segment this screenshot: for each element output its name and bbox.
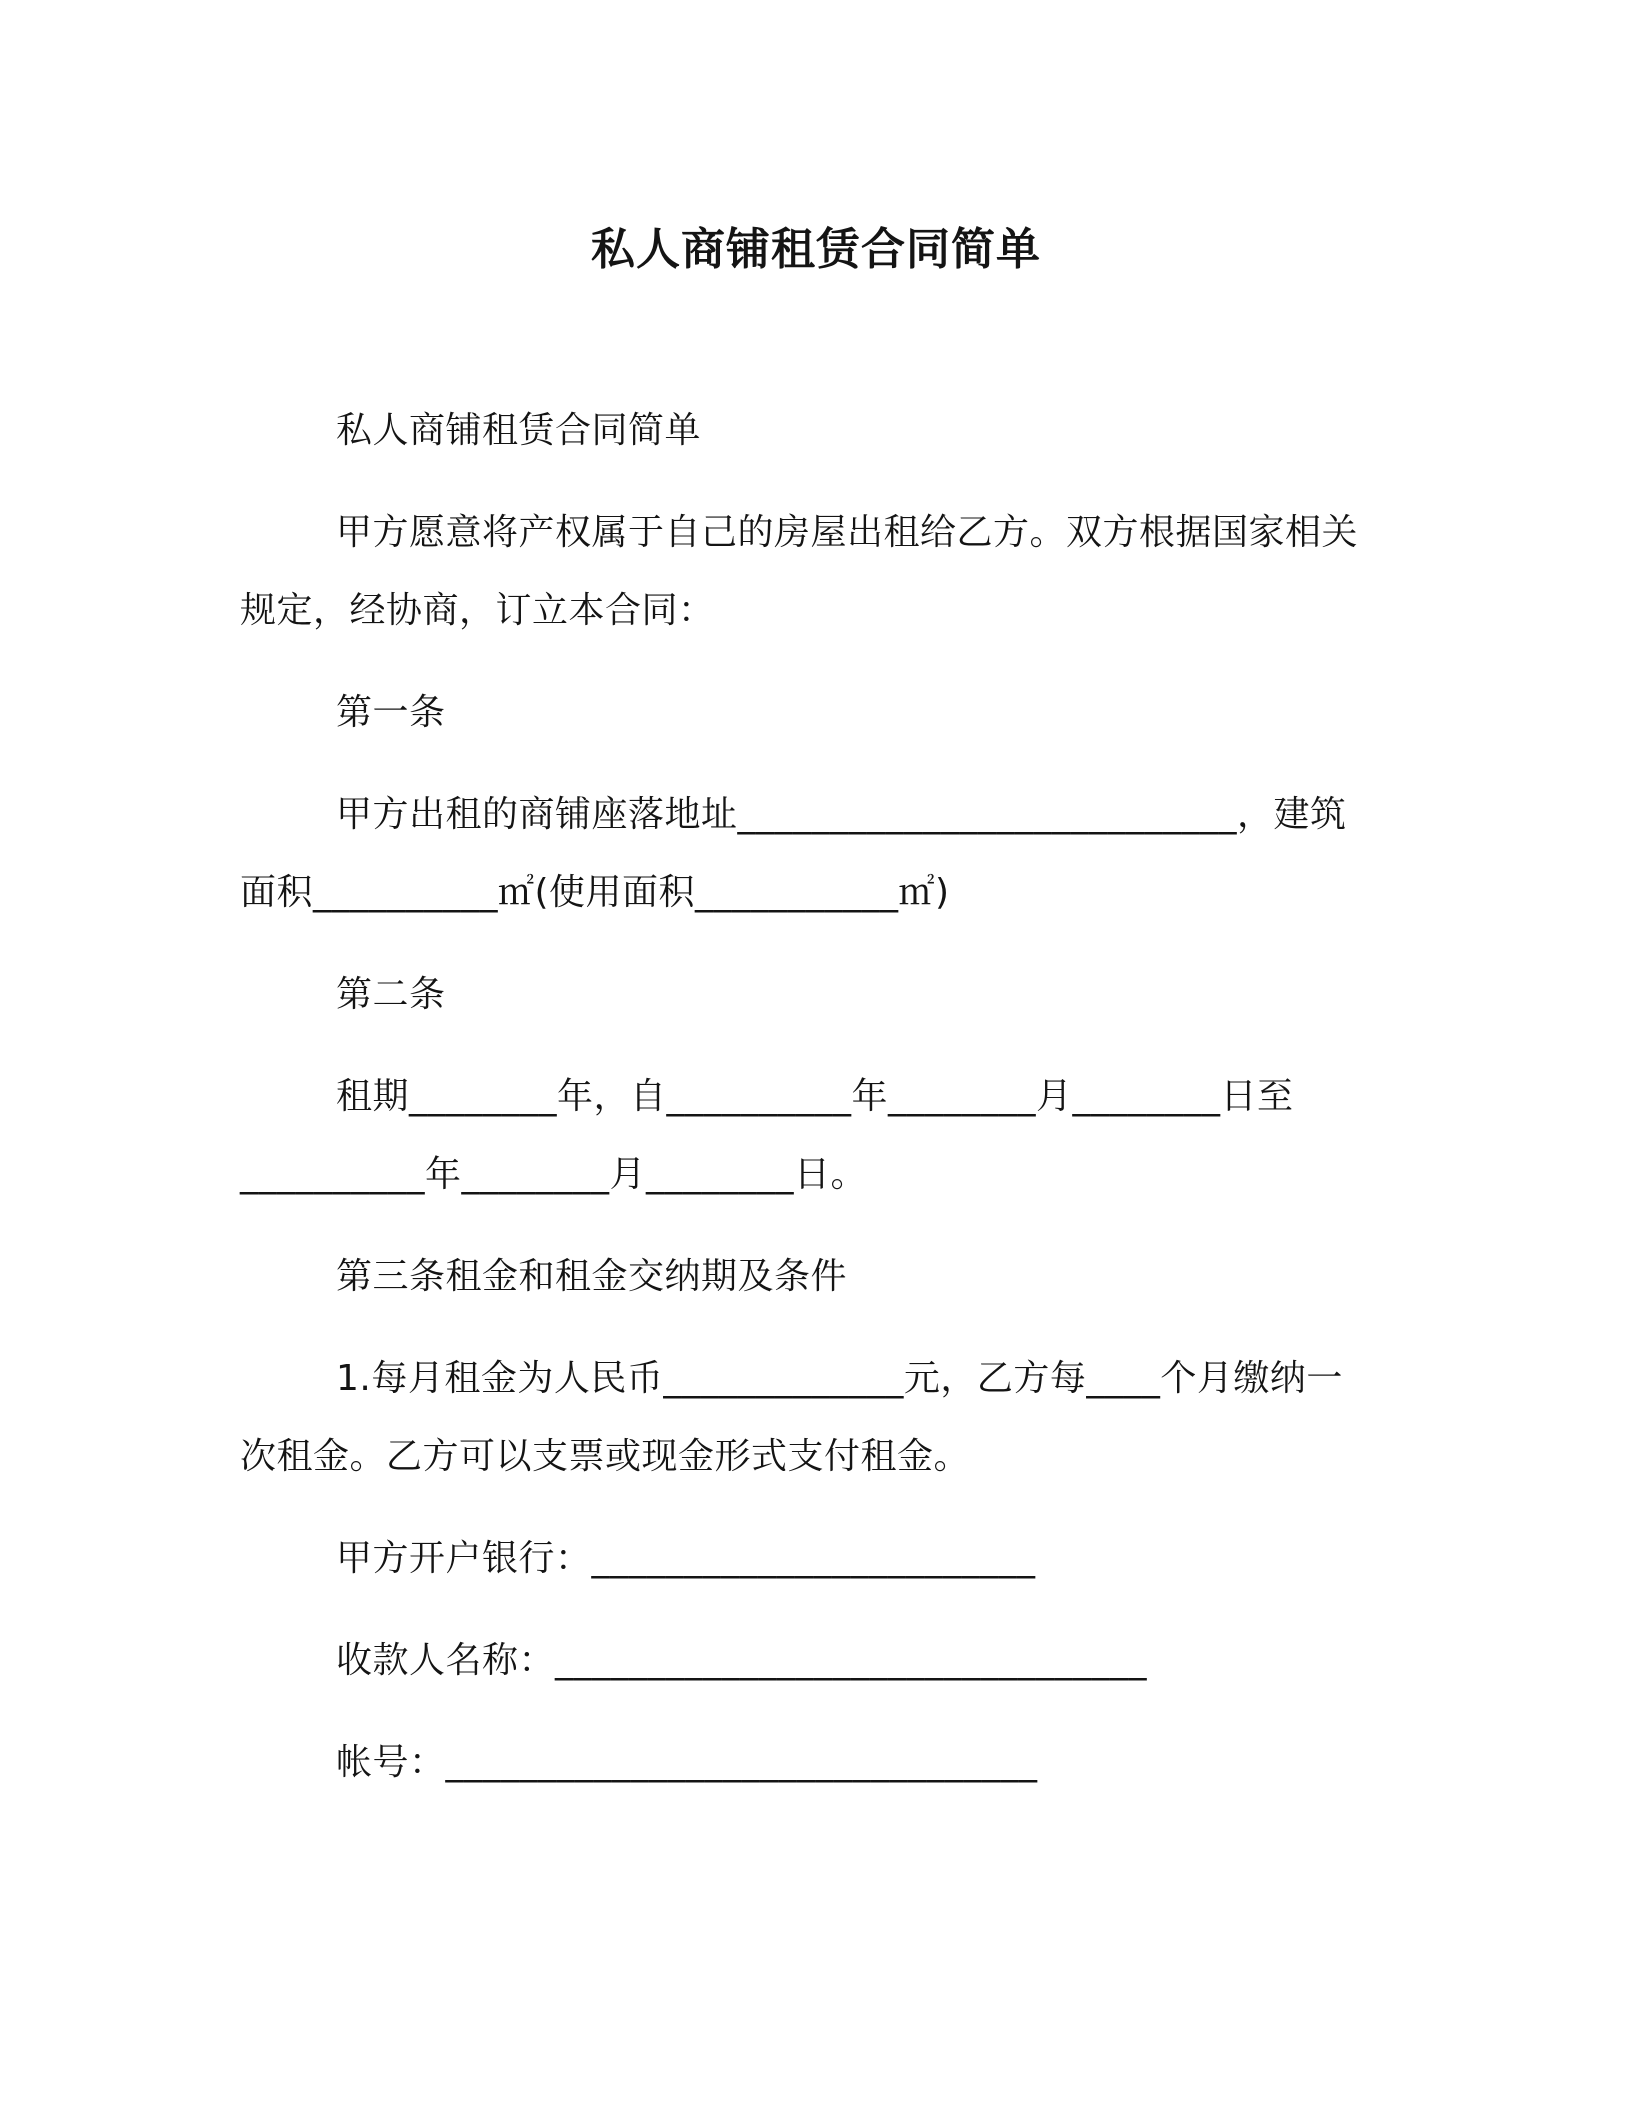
- paragraph-line: __________年________月________日。: [240, 1154, 867, 1195]
- paragraph-line: 第三条租金和租金交纳期及条件: [336, 1256, 848, 1297]
- paragraph-line: 甲方开户银行：________________________: [336, 1538, 1036, 1579]
- paragraph-line: 规定，经协商，订立本合同：: [240, 590, 715, 631]
- article-3-heading: [240, 1238, 1392, 1316]
- article-2-content: [240, 1058, 1392, 1214]
- document-title: 私人商铺租赁合同简单: [591, 224, 1041, 275]
- article-3-clause-1: [240, 1340, 1392, 1496]
- account-number-field: [240, 1724, 1392, 1802]
- payee-name-field: [240, 1622, 1392, 1700]
- article-1-content: [240, 776, 1392, 932]
- paragraph-subtitle: [240, 392, 1392, 470]
- paragraph-line: 第二条: [336, 974, 446, 1015]
- paragraph-line: 第一条: [336, 692, 446, 733]
- article-2-heading: [240, 956, 1392, 1034]
- bank-name-field: [240, 1520, 1392, 1598]
- paragraph-line: 甲方出租的商铺座落地址___________________________，建筑: [336, 794, 1347, 835]
- paragraph-preamble: [240, 494, 1392, 650]
- article-1-heading: [240, 674, 1392, 752]
- paragraph-line: 次租金。乙方可以支票或现金形式支付租金。: [240, 1436, 971, 1477]
- paragraph-line: 帐号：________________________________: [336, 1742, 1038, 1783]
- paragraph-line: 面积__________㎡(使用面积___________㎡): [240, 872, 950, 913]
- paragraph-line: 甲方愿意将产权属于自己的房屋出租给乙方。双方根据国家相关: [336, 512, 1359, 553]
- paragraph-line: 1.每月租金为人民币_____________元，乙方每____个月缴纳一: [336, 1358, 1343, 1399]
- paragraph-line: 租期________年，自__________年________月________日至: [336, 1076, 1294, 1117]
- paragraph-line: 私人商铺租赁合同简单: [336, 410, 702, 451]
- document-body: [240, 392, 1392, 1826]
- paragraph-line: 收款人名称：________________________________: [336, 1640, 1148, 1681]
